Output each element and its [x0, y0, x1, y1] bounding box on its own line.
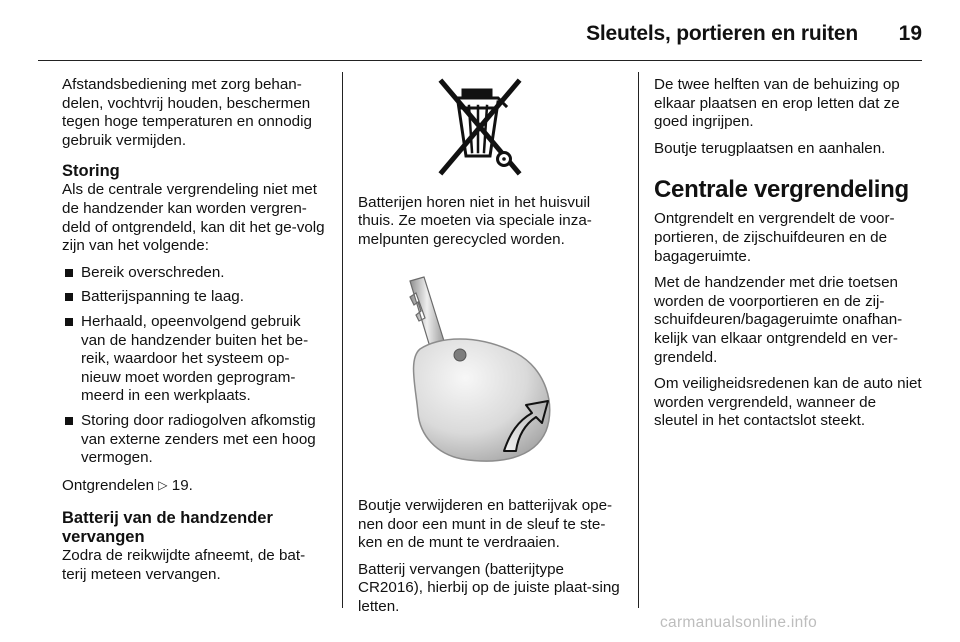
unlock-reference — [62, 476, 328, 496]
housing-halves-paragraph: De twee helften van de behuizing op elkaar plaatsen en erop letten dat ze goed ingrijpen. — [654, 76, 900, 131]
crossed-wheelie-bin-icon — [358, 76, 624, 176]
safety-paragraph: Om veiligheidsredenen kan de auto niet worden vergrendeld, wanneer de sleutel in het contactslot steekt. — [654, 375, 922, 430]
page-title: Sleutels, portieren en ruiten — [586, 22, 858, 45]
watermark: carmanualsonline.info — [660, 614, 818, 631]
battery-replace-paragraph: Zodra de reikwijdte afneemt, de bat-terij meteen vervangen. — [62, 547, 306, 583]
open-battery-paragraph: Boutje verwijderen en batterijvak ope-nen door een munt in de sleuf te ste-ken en de munt te verdraaien. — [358, 496, 613, 552]
list-item: Batterijspanning te laag. — [62, 288, 328, 307]
column-divider — [638, 72, 639, 608]
storing-heading: Storing — [62, 162, 120, 181]
list-item: Storing door radiogolven afkomstig van externe zenders met een hoog vermogen. — [62, 412, 328, 468]
list-item: Herhaald, opeenvolgend gebruik van de handzender buiten het be-reik, waardoor het systeem op-nieuw moet worden geprogram-meerd in een werkplaats. — [62, 313, 328, 406]
column-divider — [342, 72, 343, 608]
reference-arrow-icon: ▷ — [158, 477, 168, 492]
remote-key-illustration — [358, 263, 624, 477]
unlock-label: Ontgrendelen — [62, 476, 155, 494]
central-locking-paragraph: Ontgrendelt en vergrendelt de voor-portieren, de zijschuifdeuren en de bagageruimte. — [654, 210, 895, 265]
column-right — [654, 76, 924, 439]
three-button-paragraph: Met de handzender met drie toetsen worden de voorportieren en de zij-schuifdeuren/bagageruimte onafhan-kelijk van elkaar ontgrendeld en ver-grendeld. — [654, 274, 903, 366]
page-number: 19 — [898, 22, 922, 45]
column-left — [62, 76, 328, 592]
column-middle — [358, 76, 624, 625]
unlock-page-link[interactable]: 19. — [171, 476, 193, 494]
remote-care-paragraph: Afstandsbediening met zorg behan-delen, vochtvrij houden, beschermen tegen hoge temperaturen en onnodig gebruik vermijden. — [62, 76, 312, 149]
list-item: Bereik overschreden. — [62, 264, 328, 283]
central-locking-heading: Centrale vergrendeling — [654, 176, 909, 204]
replace-battery-paragraph: Batterij vervangen (batterijtype CR2016), hierbij op de juiste plaat-sing letten. — [358, 560, 620, 615]
screw-paragraph: Boutje terugplaatsen en aanhalen. — [654, 139, 886, 157]
battery-replace-heading: Batterij van de handzender vervangen — [62, 509, 273, 547]
recycling-paragraph: Batterijen horen niet in het huisvuil thuis. Ze moeten via speciale inza-melpunten gerecycled worden. — [358, 193, 592, 248]
header-rule — [38, 60, 922, 61]
fault-causes-list — [62, 264, 328, 468]
storing-paragraph: Als de centrale vergrendeling niet met de handzender kan worden vergren-deld of ontgrendeld, kan dit het ge-volg zijn van het volgende: — [62, 181, 325, 255]
